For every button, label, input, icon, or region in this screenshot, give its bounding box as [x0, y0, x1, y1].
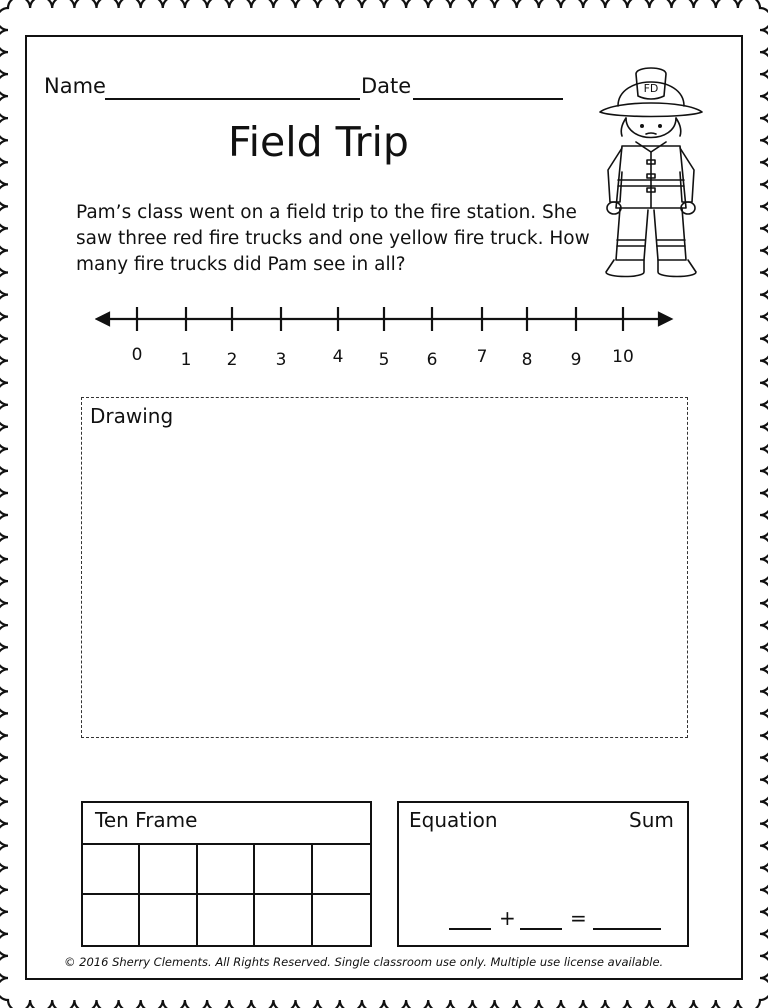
- number-line-label: 4: [332, 347, 344, 367]
- ten-frame-grid: [83, 845, 370, 945]
- ten-frame-cell[interactable]: [83, 845, 140, 895]
- svg-text:FD: FD: [643, 82, 659, 95]
- ten-frame-label: Ten Frame: [95, 808, 198, 832]
- ten-frame-cell[interactable]: [140, 845, 197, 895]
- addend-1-blank[interactable]: [449, 928, 491, 930]
- number-line-label: 0: [131, 345, 143, 365]
- ten-frame-cell[interactable]: [198, 895, 255, 945]
- name-label: Name: [44, 74, 106, 98]
- ten-frame-cell[interactable]: [83, 895, 140, 945]
- name-write-line[interactable]: [105, 98, 360, 100]
- drawing-area[interactable]: [81, 397, 688, 738]
- addend-2-blank[interactable]: [520, 928, 562, 930]
- ten-frame-cell[interactable]: [140, 895, 197, 945]
- drawing-label: Drawing: [90, 404, 174, 428]
- number-line-label: 9: [570, 350, 582, 370]
- number-line-label: 8: [521, 350, 533, 370]
- number-line-label: 6: [426, 350, 438, 370]
- firefighter-illustration: [596, 60, 706, 282]
- equals-sign: =: [570, 906, 587, 930]
- plus-sign: +: [499, 906, 516, 930]
- sum-blank[interactable]: [593, 928, 661, 930]
- equation-label: Equation: [409, 808, 498, 832]
- number-line-label: 2: [226, 350, 238, 370]
- page-title: Field Trip: [228, 118, 409, 166]
- ten-frame-cell[interactable]: [313, 845, 370, 895]
- number-line-label: 10: [612, 347, 634, 367]
- number-line-label: 1: [180, 350, 192, 370]
- right-arrow-icon: [659, 313, 671, 325]
- number-line-label: 5: [378, 350, 390, 370]
- date-label: Date: [361, 74, 412, 98]
- ten-frame-cell[interactable]: [313, 895, 370, 945]
- ten-frame-cell[interactable]: [198, 845, 255, 895]
- word-problem-text: Pam’s class went on a field trip to the fire station. She saw three red fire trucks and one yellow fire truck. How many fire trucks did Pam see in all?: [76, 202, 590, 275]
- left-arrow-icon: [97, 313, 109, 325]
- number-line: [95, 305, 675, 335]
- sum-label: Sum: [629, 808, 674, 832]
- date-write-line[interactable]: [413, 98, 563, 100]
- ten-frame-cell[interactable]: [255, 895, 312, 945]
- number-line-label: 3: [275, 350, 287, 370]
- copyright-footer: © 2016 Sherry Clements. All Rights Reserved. Single classroom use only. Multiple use license available.: [64, 955, 664, 969]
- number-line-label: 7: [476, 347, 488, 367]
- ten-frame-cell[interactable]: [255, 845, 312, 895]
